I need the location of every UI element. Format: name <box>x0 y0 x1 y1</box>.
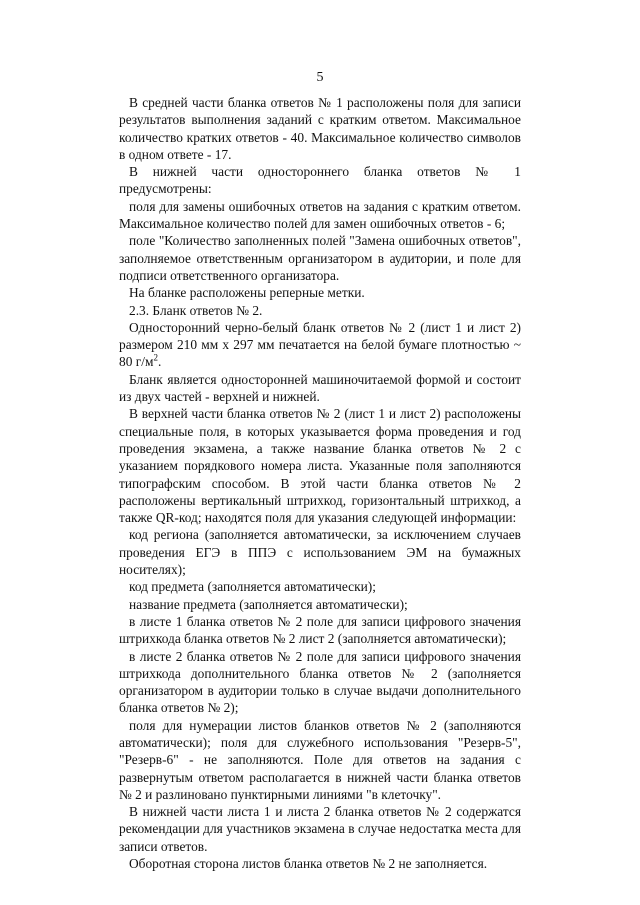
paragraph-error-replacement-fields: поля для замены ошибочных ответов на задания с кратким ответом. Максимальное количество полей для замен ошибочных ответов - 6; <box>119 198 521 232</box>
list-item-region-code: код региона (заполняется автоматически, за исключением случаев проведения ЕГЭ в ППЭ с использованием ЭМ на бумажных носителях); <box>119 527 521 578</box>
page-number: 5 <box>316 70 324 85</box>
list-item-subject-code: код предмета (заполняется автоматически); <box>129 579 376 595</box>
paragraph-count-field: поле "Количество заполненных полей "Замена ошибочных ответов", заполняемое ответственным организатором в аудитории, и поле для подписи ответственного организатора. <box>119 233 521 283</box>
section-heading-2-3: 2.3. Бланк ответов № 2. <box>129 302 263 318</box>
list-item-subject-name: название предмета (заполняется автоматически); <box>129 596 408 612</box>
paragraph-form2-description-tail: . <box>157 354 162 370</box>
paragraph-reference-marks: На бланке расположены реперные метки. <box>129 285 365 301</box>
paragraph-form2-description-text: Односторонний черно-белый бланк ответов № 2 (лист 1 и лист 2) размером 210 мм х 297 мм печатается на белой бумаге плотностью ~ 80 г/м <box>119 319 521 370</box>
superscript-exponent: 2 <box>153 352 158 363</box>
paragraph-form2-structure: Бланк является односторонней машиночитаемой формой и состоит из двух частей - верхней и нижней. <box>119 371 521 405</box>
list-item-sheet2-barcode: в листе 2 бланка ответов № 2 поле для записи цифрового значения штрихкода дополнительного бланка ответов № 2 (заполняется организатором в аудитории только в случае выдачи дополнительного бланка ответов № 2); <box>119 648 521 716</box>
paragraph-answers-bottom-intro: В нижней части одностороннего бланка ответов № 1 предусмотрены: <box>119 164 521 197</box>
paragraph-form2-top-part: В верхней части бланка ответов № 2 (лист 1 и лист 2) расположены специальные поля, в которых указывается форма проведения и год проведения экзамена, а также название бланка ответов № 2 с указанием порядкового номера листа. Указанные поля заполняются типографским способом. В этой части бланка ответов № 2 расположены вертикальный штрихкод, горизонтальный штрихкод, а также QR-код; находятся поля для указания следующей информации: <box>119 406 521 526</box>
document-body <box>119 94 521 872</box>
paragraph-answers-middle: В средней части бланка ответов № 1 расположены поля для записи результатов выполнения заданий с кратким ответом. Максимальное количество кратких ответов - 40. Максимальное количество символов в одном ответе - 17. <box>119 95 521 162</box>
paragraph-reverse-side: Оборотная сторона листов бланка ответов № 2 не заполняется. <box>129 856 488 872</box>
paragraph-form2-description <box>119 319 521 371</box>
paragraph-form2-bottom-part: В нижней части листа 1 и листа 2 бланка ответов № 2 содержатся рекомендации для участников экзамена в случае недостатка места для записи ответов. <box>119 804 521 854</box>
list-item-sheet1-barcode: в листе 1 бланка ответов № 2 поле для записи цифрового значения штрихкода бланка ответов № 2 лист 2 (заполняется автоматически); <box>119 613 521 647</box>
list-item-numbering-fields: поля для нумерации листов бланков ответов № 2 (заполняются автоматически); поля для служебного использования "Резерв-5", "Резерв-6" - не заполняются. Поле для ответов на задания с развернутым ответом располагается в нижней части бланка ответов № 2 и разлиновано пунктирными линиями "в клеточку". <box>119 717 521 802</box>
